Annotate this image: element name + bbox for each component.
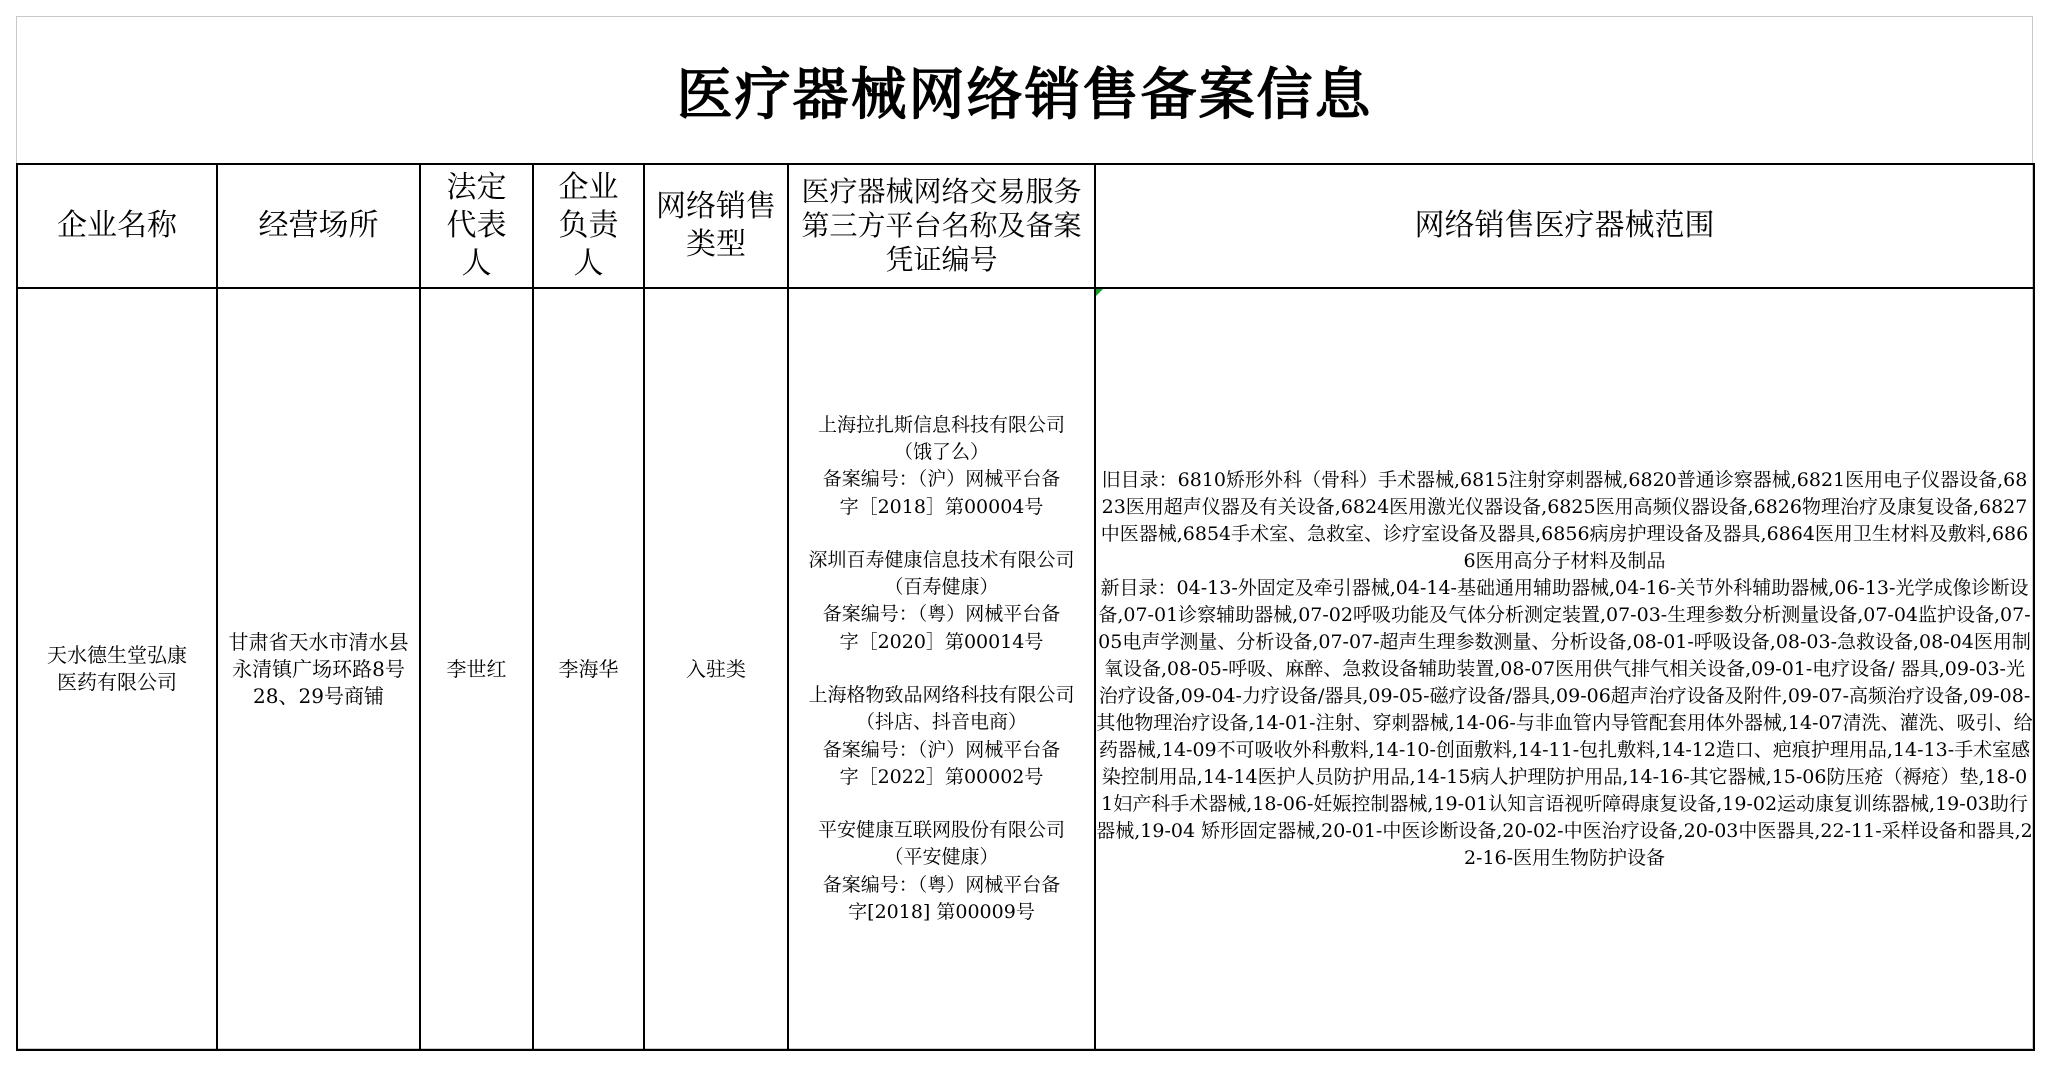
header-company: 企业名称 bbox=[17, 164, 217, 288]
platform-company: 上海格物致品网络科技有限公司 bbox=[808, 684, 1075, 706]
platform-company: 上海拉扎斯信息科技有限公司 bbox=[817, 413, 1065, 436]
header-responsible: 企业负责人 bbox=[533, 164, 644, 288]
cell-comment-marker bbox=[1096, 289, 1103, 296]
header-address: 经营场所 bbox=[217, 164, 420, 288]
address-cell: 甘肃省天水市清水县永清镇广场环路8号28、29号商铺 bbox=[217, 288, 420, 1050]
header-scope: 网络销售医疗器械范围 bbox=[1095, 164, 2034, 288]
platform-entry-douyin bbox=[789, 682, 1094, 791]
platform-company: 深圳百寿健康信息技术有限公司 bbox=[808, 548, 1075, 571]
platform-record-number: 备案编号：（粤）网械平台备 bbox=[822, 603, 1061, 626]
platform-record-number: 备案编号：（沪）网械平台备 bbox=[822, 468, 1061, 491]
responsible-cell: 李海华 bbox=[533, 288, 644, 1050]
record-table bbox=[16, 163, 2035, 1051]
platform-record-number-cont: 字[2018] 第00009号 bbox=[848, 901, 1035, 924]
company-name-cell: 天水德生堂弘康医药有限公司 bbox=[17, 288, 217, 1050]
platform-brand: （饿了么） bbox=[893, 440, 989, 463]
legal-rep-cell: 李世红 bbox=[420, 288, 533, 1050]
platform-entry-pingan bbox=[789, 817, 1094, 926]
platform-entry-baishou bbox=[789, 547, 1094, 656]
sales-type-cell: 入驻类 bbox=[644, 288, 788, 1050]
header-sales-type: 网络销售类型 bbox=[644, 164, 788, 288]
platform-record-number-cont: 字［2018］第00004号 bbox=[839, 495, 1044, 518]
header-platform: 医疗器械网络交易服务第三方平台名称及备案凭证编号 bbox=[788, 164, 1095, 288]
platform-brand: （平安健康） bbox=[884, 846, 999, 869]
page-title: 医疗器械网络销售备案信息 bbox=[676, 62, 1373, 128]
header-row bbox=[17, 164, 2034, 288]
platform-record-number: 备案编号：（沪）网械平台备 bbox=[822, 738, 1061, 761]
platform-brand: （抖店、抖音电商） bbox=[855, 711, 1027, 734]
scope-new-catalog: 新目录：04-13-外固定及牵引器械,04-14-基础通用辅助器械,04-16-关节外科辅助器械,06-13-光学成像诊断设备,07-01诊察辅助器械,07-02呼吸功能及气体分析测定装置,07-03-生理参数分析测量设备,07-04监护设备,07-05电声学测量、分析设备,07-07-超声生理参数测量、分析设备,08-01-呼吸设备,08-03-急救设备,08-04医用制氧设备,08-05-呼吸、麻醉、急救设备辅助装置,08-07医用供气排气相关设备,09-01-电疗设备/ 器具,09-03-光治疗设备,09-04-力疗设备/器具,09-05-磁疗设备/器具,09-06超声治疗设备及附件,09-07-高频治疗设备,09-08-其他物理治疗设备,14-01-注射、穿刺器械,14-06-与非血管内导管配套用体外器械,14-07清洗、灌洗、吸引、给药器械,14-09不可吸收外科敷料,14-10-创面敷料,14-11-包扎敷料,14-12造口、疤痕护理用品,14-13-手术室感染控制用品,14-14医护人员防护用品,14-15病人护理防护用品,14-16-其它器械,15-06防压疮（褥疮）垫,18-01妇产科手术器械,18-06-妊娠控制器械,19-01认知言语视听障碍康复设备,19-02运动康复训练器械,19-03助行器械,19-04 矫形固定器械,20-01-中医诊断设备,20-02-中医治疗设备,20-03中医器具,22-11-采样设备和器具,22-16-医用生物防护设备 bbox=[1096, 576, 2033, 869]
table-row bbox=[17, 288, 2034, 1050]
scope-cell bbox=[1095, 288, 2034, 1050]
scope-old-catalog: 旧目录：6810矫形外科（骨科）手术器械,6815注射穿刺器械,6820普通诊察器械,6821医用电子仪器设备,6823医用超声仪器及有关设备,6824医用激光仪器设备,6825医用高频仪器设备,6826物理治疗及康复设备,6827中医器械,6854手术室、急救室、诊疗室设备及器具,6856病房护理设备及器具,6864医用卫生材料及敷料,6866医用高分子材料及制品 bbox=[1100, 468, 2029, 572]
header-legal-rep: 法定代表人 bbox=[420, 164, 533, 288]
platform-entry-eleme bbox=[789, 412, 1094, 521]
platform-company: 平安健康互联网股份有限公司 bbox=[817, 819, 1065, 842]
platform-record-number-cont: 字［2022］第00002号 bbox=[839, 765, 1044, 788]
platform-record-number: 备案编号：（粤）网械平台备 bbox=[822, 873, 1061, 896]
platform-cell bbox=[788, 288, 1095, 1050]
platform-brand: （百寿健康） bbox=[884, 576, 999, 599]
platform-record-number-cont: 字［2020］第00014号 bbox=[839, 630, 1044, 653]
